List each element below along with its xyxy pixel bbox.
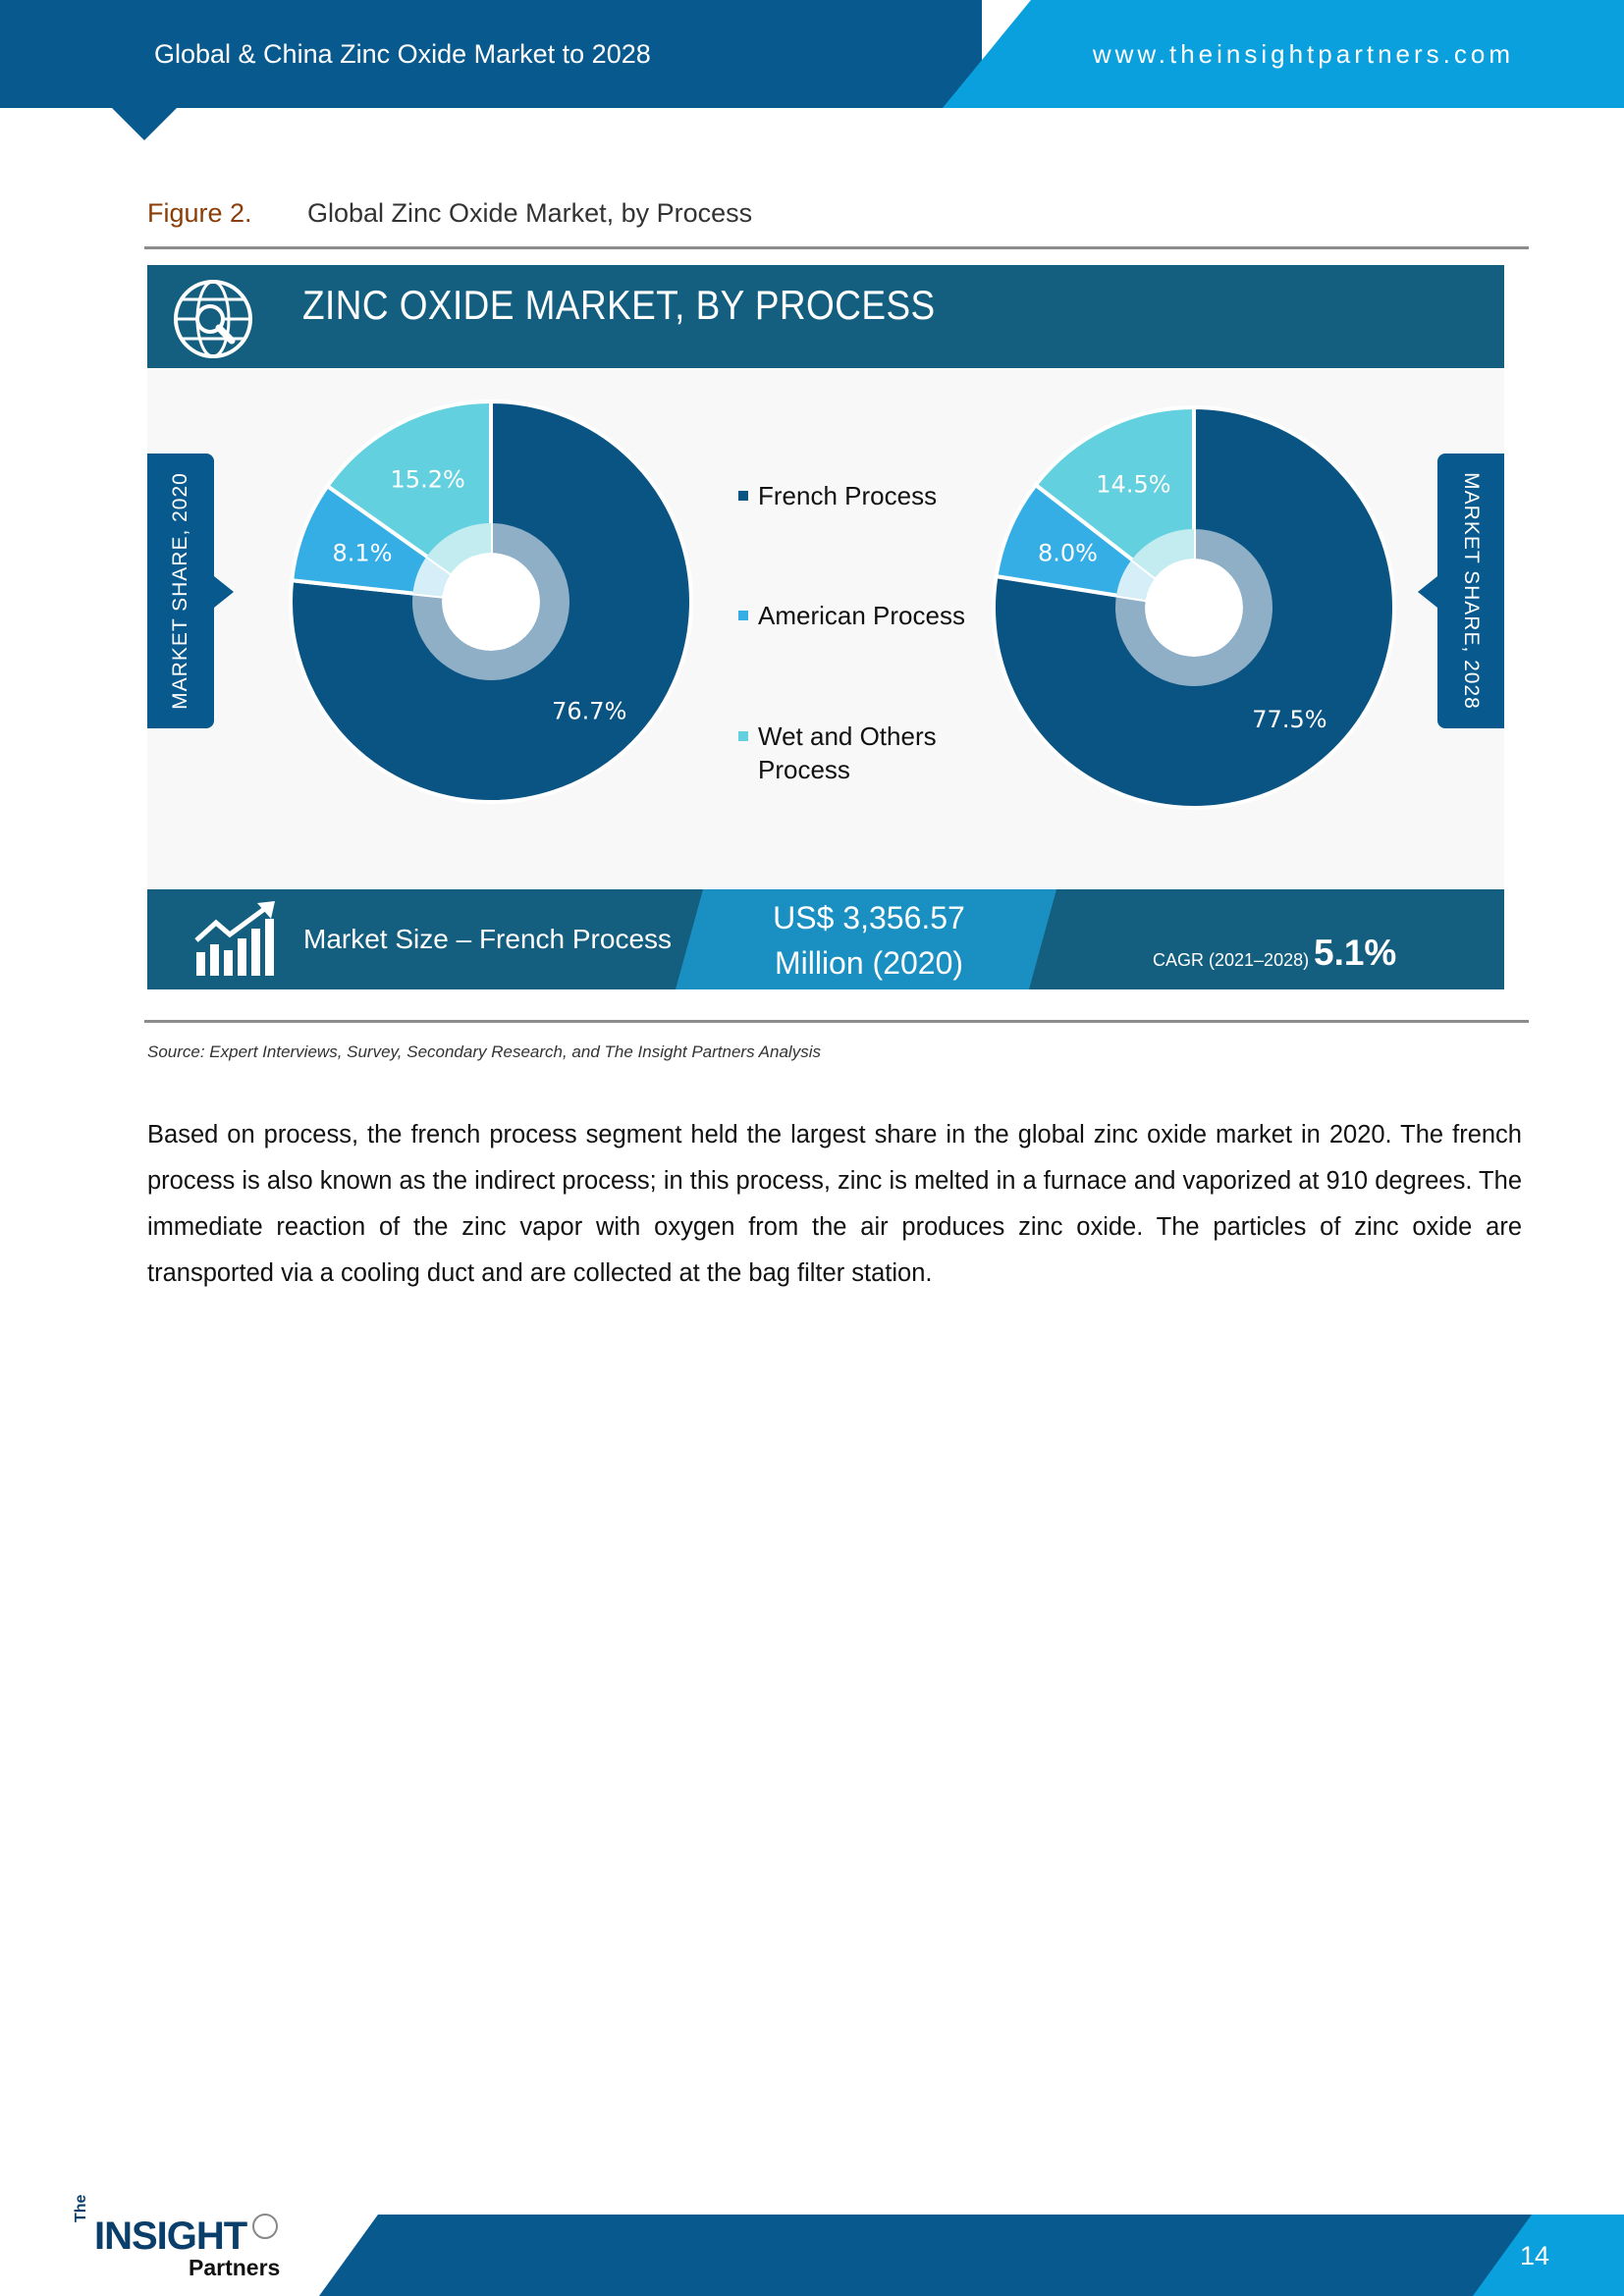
pie-label-2020-2: 15.2% — [390, 465, 465, 494]
logo-swoosh-icon — [245, 2209, 285, 2248]
page-number: 14 — [1520, 2241, 1550, 2270]
source-note: Source: Expert Interviews, Survey, Secondary Research, and The Insight Partners Analysis — [147, 1042, 821, 1061]
market-share-2020-label: MARKET SHARE, 2020 — [169, 472, 191, 710]
pie-label-2020-0: 76.7% — [552, 697, 627, 725]
logo-partners-text: Partners — [189, 2255, 281, 2280]
legend-label-french: French Process — [758, 481, 938, 510]
body-paragraph: Based on process, the french process segment held the largest share in the global zinc oxide market in 2020. The french process is also known as the indirect process; in this process, zinc is melted in a furnace and vaporized at 910 degrees. The immediate reaction of the zinc vapor with oxygen from the air produces zinc oxide. The particles of zinc oxide are transported via a cooling duct and are collected at the bag filter station. — [147, 1121, 1522, 1287]
legend-swatch-american — [738, 611, 748, 620]
figure-bottom-rule — [144, 1020, 1529, 1023]
legend-label-american: American Process — [758, 601, 965, 630]
market-share-2028-label: MARKET SHARE, 2028 — [1460, 472, 1483, 710]
figure-top-rule — [144, 246, 1529, 249]
globe-search-icon — [169, 275, 257, 363]
legend-swatch-wet-others — [738, 731, 748, 741]
cagr-label: CAGR (2021–2028) — [1153, 950, 1310, 970]
legend-swatch-french — [738, 491, 748, 501]
header-notch — [110, 106, 179, 140]
footer-bar — [319, 2215, 1624, 2296]
pie-label-2028-1: 8.0% — [1038, 539, 1099, 567]
logo-insight-text: INSIGHT — [94, 2215, 247, 2258]
pie-label-2028-0: 77.5% — [1252, 706, 1327, 734]
market-size-value-line2: Million (2020) — [774, 945, 964, 981]
logo-the-text: The — [73, 2194, 89, 2222]
pie-label-2028-2: 14.5% — [1096, 470, 1171, 499]
market-size-value-line1: US$ 3,356.57 — [773, 900, 965, 935]
figure-number: Figure 2. — [147, 198, 252, 228]
pie-center-2020 — [442, 553, 540, 651]
legend-label-wet-others: Wet and Others Process — [758, 721, 937, 784]
website-url[interactable]: www.theinsightpartners.com — [1092, 39, 1514, 69]
pie-label-2020-1: 8.1% — [332, 539, 393, 567]
cagr-value: 5.1% — [1314, 933, 1397, 973]
growth-chart-icon — [192, 901, 281, 980]
pie-center-2028 — [1145, 559, 1243, 657]
market-size-value — [707, 895, 1031, 986]
infographic-title: ZINC OXIDE MARKET, BY PROCESS — [302, 282, 936, 328]
market-size-label: Market Size – French Process — [303, 924, 673, 954]
figure-title: Global Zinc Oxide Market, by Process — [307, 198, 753, 228]
report-title: Global & China Zinc Oxide Market to 2028 — [154, 39, 651, 69]
